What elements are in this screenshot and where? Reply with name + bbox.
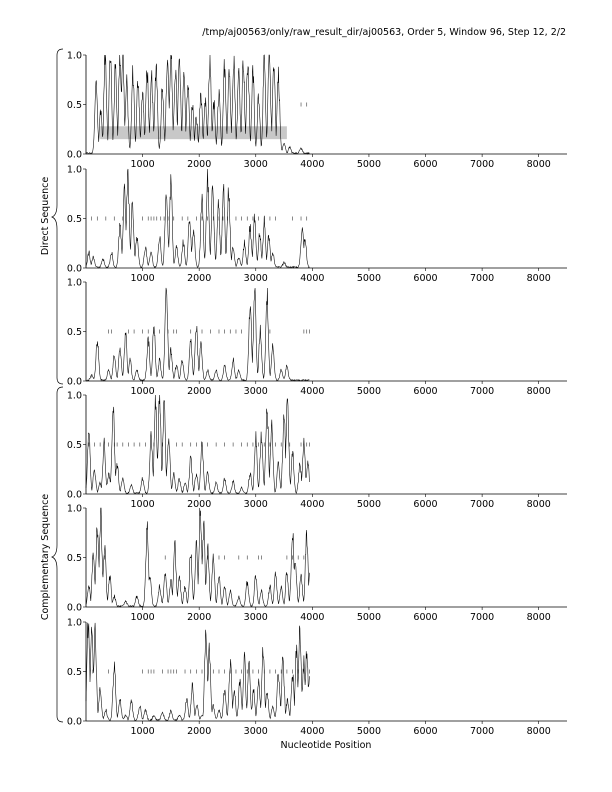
x-tick-label: 5000 (356, 726, 382, 737)
x-tick-label: 6000 (413, 273, 438, 284)
x-tick-label: 8000 (526, 499, 551, 510)
x-tick-label: 4000 (300, 386, 325, 397)
x-tick-label: 5000 (356, 499, 382, 510)
y-tick-label: 0.5 (66, 214, 82, 225)
x-tick-label: 2000 (187, 726, 212, 737)
panel-3 (67, 278, 567, 398)
panel-4 (67, 391, 567, 511)
x-tick-label: 8000 (526, 726, 551, 737)
x-tick-label: 2000 (187, 159, 212, 170)
panel-1 (67, 51, 567, 171)
y-tick-label: 0.0 (66, 602, 82, 614)
x-tick-label: 3000 (243, 273, 268, 284)
x-tick-label: 8000 (526, 612, 551, 623)
x-tick-label: 7000 (470, 273, 495, 284)
direct-group-bracket (52, 49, 63, 384)
x-tick-label: 2000 (187, 386, 212, 397)
complementary-group-label: Complementary Sequence (40, 493, 51, 621)
y-tick-label: 0.5 (66, 327, 82, 338)
y-tick-label: 0.5 (66, 100, 82, 111)
y-tick-label: 0.0 (66, 716, 82, 728)
x-tick-label: 7000 (470, 499, 495, 510)
y-tick-label: 0.0 (66, 263, 82, 275)
y-tick-label: 0.0 (66, 489, 82, 501)
x-tick-label: 7000 (470, 612, 495, 623)
y-tick-label: 1.0 (66, 164, 82, 176)
y-tick-label: 0.5 (66, 553, 82, 564)
x-tick-label: 5000 (356, 273, 382, 284)
panel-2 (67, 165, 567, 285)
x-tick-label: 2000 (187, 273, 212, 284)
x-tick-label: 3000 (243, 726, 268, 737)
x-tick-label: 5000 (356, 386, 382, 397)
x-tick-label: 3000 (243, 499, 268, 510)
x-tick-label: 1000 (130, 726, 155, 737)
x-tick-label: 1000 (130, 386, 155, 397)
x-tick-label: 2000 (187, 612, 212, 623)
x-axis-label: Nucleotide Position (280, 740, 372, 751)
x-tick-label: 4000 (300, 273, 325, 284)
series-line (86, 288, 309, 381)
x-tick-label: 7000 (470, 159, 495, 170)
x-tick-label: 7000 (470, 726, 495, 737)
series-line (86, 508, 309, 607)
x-tick-label: 8000 (526, 386, 551, 397)
x-tick-label: 8000 (526, 159, 551, 170)
x-tick-label: 1000 (130, 159, 155, 170)
x-tick-label: 4000 (300, 159, 325, 170)
direct-group-label: Direct Sequence (40, 176, 51, 256)
x-tick-label: 3000 (243, 386, 268, 397)
y-tick-label: 0.5 (66, 667, 82, 678)
x-tick-label: 3000 (243, 159, 268, 170)
x-tick-label: 6000 (413, 612, 438, 623)
x-tick-label: 5000 (356, 612, 382, 623)
y-tick-label: 1.0 (66, 503, 82, 515)
x-tick-label: 7000 (470, 386, 495, 397)
x-tick-label: 1000 (130, 612, 155, 623)
x-tick-label: 8000 (526, 273, 551, 284)
x-tick-label: 6000 (413, 726, 438, 737)
x-tick-label: 6000 (413, 499, 438, 510)
y-tick-label: 1.0 (66, 390, 82, 402)
x-tick-label: 6000 (413, 159, 438, 170)
x-tick-label: 4000 (300, 612, 325, 623)
x-tick-label: 2000 (187, 499, 212, 510)
y-tick-label: 0.5 (66, 440, 82, 451)
complementary-group-bracket (52, 387, 63, 722)
panel-6 (67, 618, 567, 738)
y-tick-label: 1.0 (66, 50, 82, 62)
x-tick-label: 1000 (130, 499, 155, 510)
x-tick-label: 6000 (413, 386, 438, 397)
y-tick-label: 1.0 (66, 617, 82, 629)
x-tick-label: 3000 (243, 612, 268, 623)
x-tick-label: 1000 (130, 273, 155, 284)
x-tick-label: 4000 (300, 726, 325, 737)
panel-5 (67, 504, 567, 624)
x-tick-label: 4000 (300, 499, 325, 510)
shaded-region (100, 126, 287, 139)
x-tick-label: 5000 (356, 159, 382, 170)
y-tick-label: 0.0 (66, 376, 82, 388)
y-tick-label: 0.0 (66, 149, 82, 161)
y-tick-label: 1.0 (66, 277, 82, 289)
header-path: /tmp/aj00563/only/raw_result_dir/aj00563, Order 5, Window 96, Step 12, 2/2 (202, 27, 566, 38)
panels (67, 51, 567, 738)
